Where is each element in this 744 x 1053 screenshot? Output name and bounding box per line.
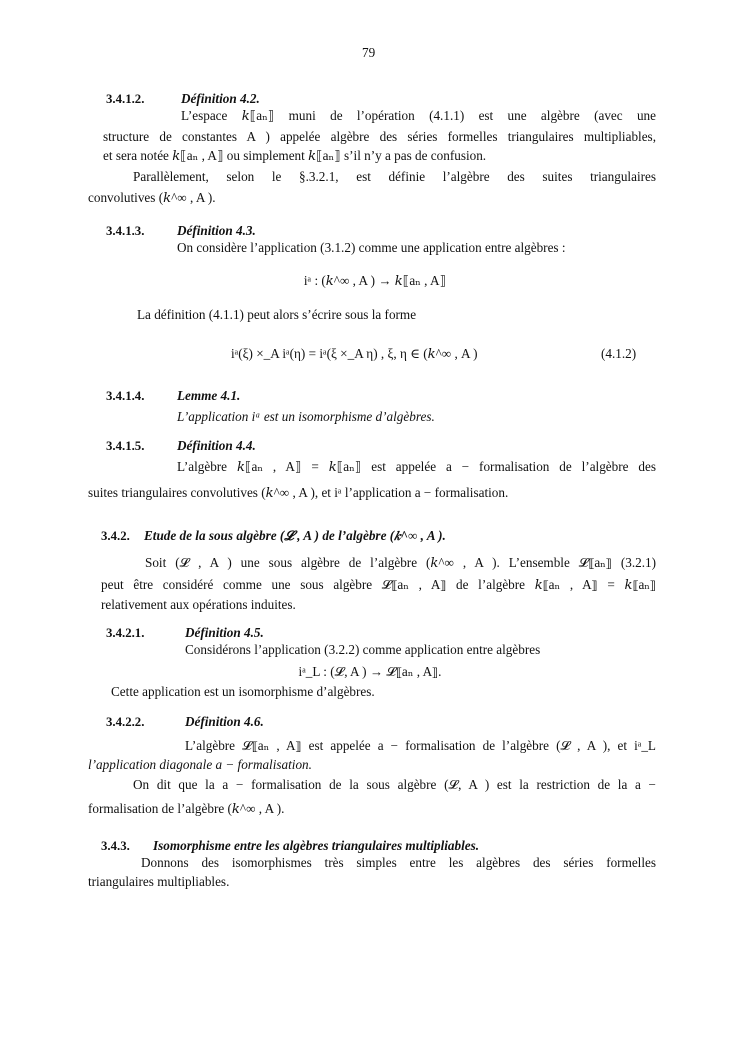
section-number: 3.4.2.1. [106, 626, 145, 640]
section-title: Isomorphisme entre les algèbres triangulaires multipliables. [153, 838, 480, 853]
equation: iᵃ_L : (𝓛, A ) → 𝓛⟦aₙ , A⟧. [298, 664, 442, 679]
paragraph-line: Soit (𝓛 , A ) une sous algèbre de l’algèbre (𝑘^∞ , A ). L’ensemble 𝓛⟦aₙ⟧ (3.2.1) [145, 555, 656, 570]
page-number: 79 [362, 45, 376, 60]
equation-number: (4.1.2) [601, 346, 637, 361]
section-title: Etude de la sous algèbre (𝓛 , A ) de l’algèbre (𝑘^∞ , A ). [144, 528, 446, 543]
section-number: 3.4.1.3. [106, 224, 145, 238]
paragraph-line: L’algèbre 𝓛⟦aₙ , A⟧ est appelée a − formalisation de l’algèbre (𝓛 , A ), et iᵃ_L [185, 738, 656, 753]
section-number: 3.4.3. [101, 839, 130, 853]
paragraph-line: Cette application est un isomorphisme d’algèbres. [111, 684, 375, 699]
paragraph-line: peut être considéré comme une sous algèbre 𝓛⟦aₙ , A⟧ de l’algèbre 𝑘⟦aₙ , A⟧ = 𝑘⟦aₙ⟧ [101, 577, 656, 592]
section-number: 3.4.1.5. [106, 439, 145, 453]
paragraph-line: L’application iᵃ est un isomorphisme d’algèbres. [177, 409, 435, 424]
paragraph-line: et sera notée 𝑘⟦aₙ , A⟧ ou simplement 𝑘⟦aₙ⟧ s’il n’y a pas de confusion. [103, 148, 487, 163]
paragraph-line: triangulaires multipliables. [88, 874, 230, 889]
section-number: 3.4.1.2. [106, 92, 145, 106]
paragraph-line: structure de constantes A ) appelée algèbre des séries formelles triangulaires multipliables, [103, 129, 656, 144]
section-title: Définition 4.6. [185, 714, 264, 729]
paragraph-line: La définition (4.1.1) peut alors s’écrire sous la forme [137, 307, 417, 322]
paragraph-line: convolutives (𝑘^∞ , A ). [88, 190, 216, 205]
paragraph-line: On considère l’application (3.1.2) comme une application entre algèbres : [177, 240, 566, 255]
paragraph-line: relativement aux opérations induites. [101, 597, 296, 612]
section-title: Définition 4.5. [185, 625, 264, 640]
paragraph-line: l’application diagonale a − formalisation. [88, 757, 312, 772]
paragraph-line: Considérons l’application (3.2.2) comme application entre algèbres [185, 642, 541, 657]
paragraph-line: L’algèbre 𝑘⟦aₙ , A⟧ = 𝑘⟦aₙ⟧ est appelée a − formalisation de l’algèbre des [177, 459, 656, 474]
paragraph-line: suites triangulaires convolutives (𝑘^∞ , A ), et iᵃ l’application a − formalisation. [88, 485, 509, 500]
section-title: Lemme 4.1. [177, 388, 241, 403]
paragraph-line: On dit que la a − formalisation de la sous algèbre (𝓛, A ) est la restriction de la a − [133, 777, 656, 792]
equation: iᵃ(ξ) ×_A iᵃ(η) = iᵃ(ξ ×_A η) , ξ, η ∈ (𝑘^∞ , A ) [231, 346, 478, 361]
paragraph-line: Parallèlement, selon le §.3.2.1, est définie l’algèbre des suites triangulaires [133, 169, 656, 184]
section-title: Définition 4.3. [177, 223, 256, 238]
equation: iᵃ : (𝑘^∞ , A ) → 𝑘⟦aₙ , A⟧ [303, 273, 447, 288]
paragraph-line: L’espace 𝑘⟦aₙ⟧ muni de l’opération (4.1.1) est une algèbre (avec une [181, 108, 656, 123]
section-number: 3.4.2.2. [106, 715, 145, 729]
section-number: 3.4.2. [101, 529, 130, 543]
paragraph-line: formalisation de l’algèbre (𝑘^∞ , A ). [88, 801, 285, 816]
section-title: Définition 4.4. [177, 438, 256, 453]
section-number: 3.4.1.4. [106, 389, 145, 403]
section-title: Définition 4.2. [181, 91, 260, 106]
paragraph-line: Donnons des isomorphismes très simples entre les algèbres des séries formelles [141, 855, 656, 870]
